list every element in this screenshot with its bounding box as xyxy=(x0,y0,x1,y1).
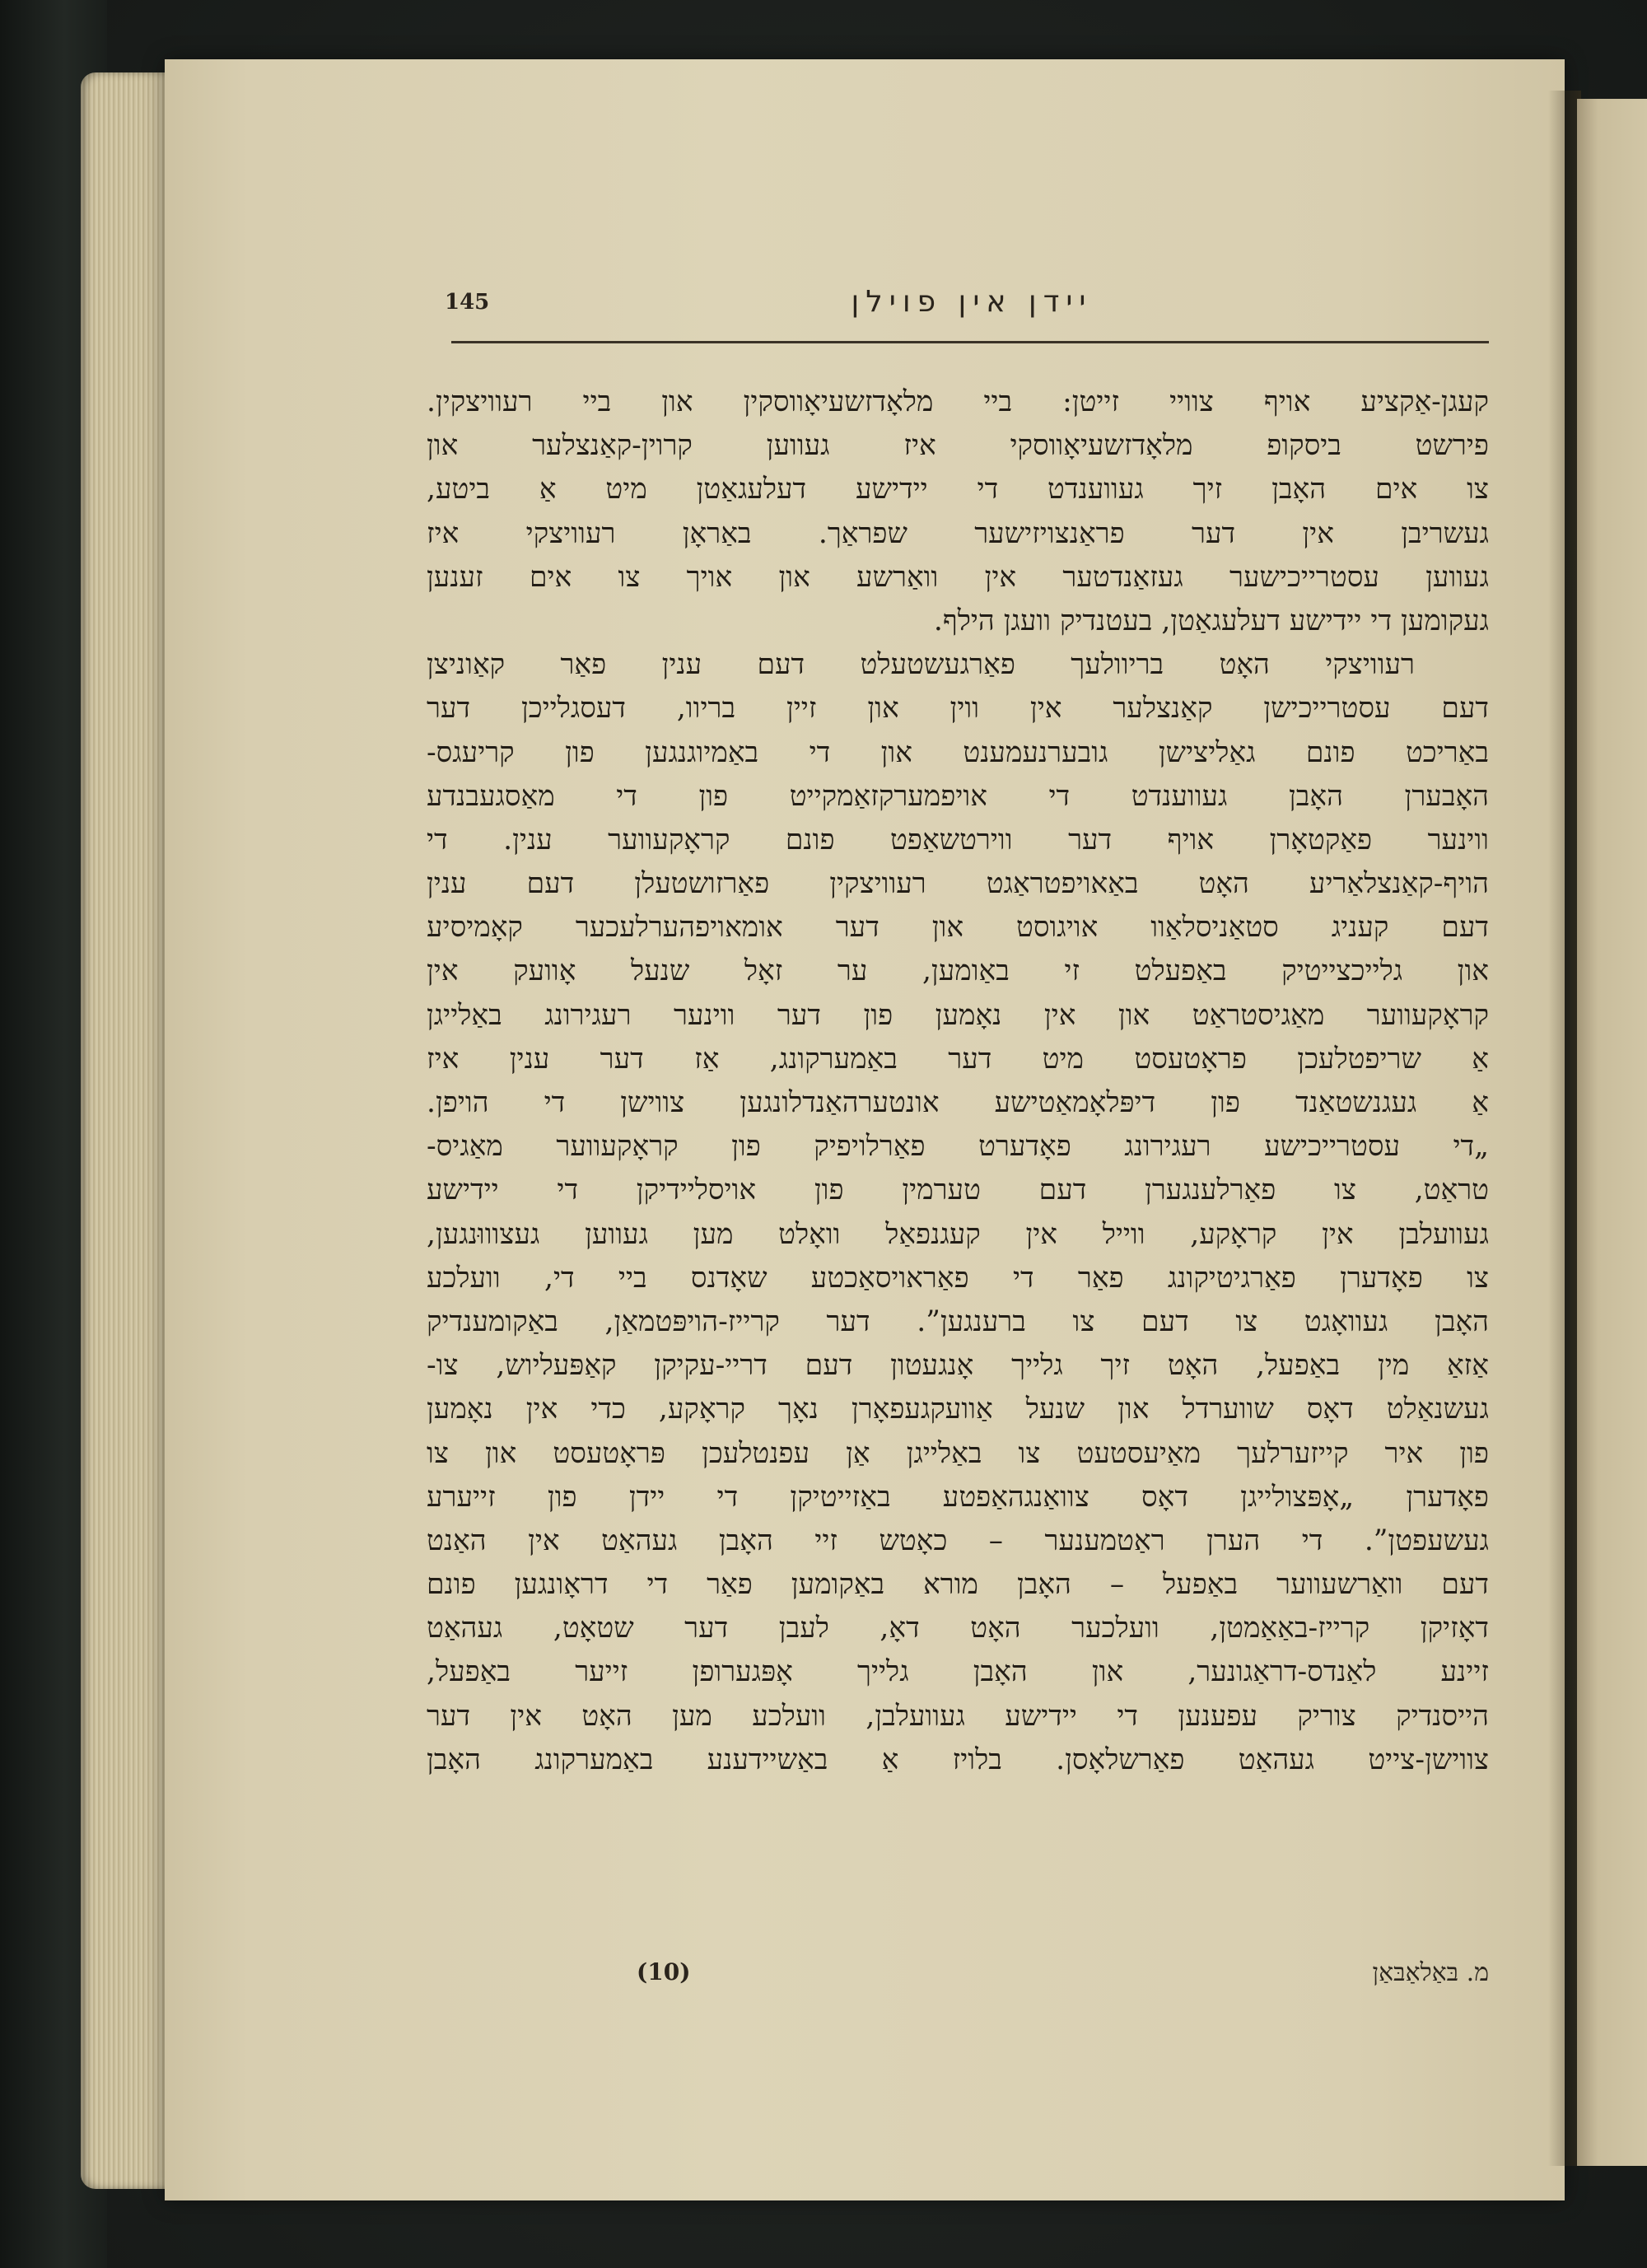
text-line: פירשט ביסקופ מלאָדזשעיאָווסקי איז געווען קרוין-קאַנצלער און xyxy=(427,429,1489,463)
text-line: צווישן-צייט געהאַט פאַרשלאָסן. בלויז אַ באַשיידענע באַמערקונג האָבן xyxy=(427,1743,1489,1776)
text-line: געווען עסטרייכישער געזאַנדטער אין וואַרשע און אויך צו אים זענען xyxy=(427,560,1489,594)
text-line: אַזאַ מין באַפעל, האָט זיך גלייך אָנגעטון דעם דריי-עקיקן קאַפּעליוש, צו- xyxy=(427,1349,1489,1383)
text-line: קראָקעווער מאַגיסטראַט און אין נאָמען פון דער ווינער רעגירונג באַלייגן xyxy=(427,998,1489,1032)
page-number: 145 xyxy=(445,290,490,315)
text-line: געשנאַלט דאָס שווערדל און שנעל אַוועקגעפאָרן נאָך קראָקע, כדי אין נאָמען xyxy=(427,1393,1489,1426)
body-text xyxy=(427,380,1489,1782)
text-line: פון איר קייזערלעך מאַיעסטעט צו באַלייגן אַן עפנטלעכן פּראָטעסט און צו xyxy=(427,1436,1489,1470)
text-line: הויף-קאַנצלאַריע האָט באַאויפטראַגט רעוויצקין פאַרזושטעלן דעם ענין xyxy=(427,867,1489,901)
text-line: הייסנדיק צוריק עפענען די יידישע געוועלבן, וועלכע מען האָט אין דער xyxy=(427,1699,1489,1733)
text-line: געשעפטן”. די הערן ראַטמענער – כאָטש זיי האָבן געהאַט אין האַנט xyxy=(427,1524,1489,1557)
text-line: דעם קעניג סטאַניסלאַוו אויגוסט און דער אומאויפהערלעכער קאָמיסיע xyxy=(427,911,1489,945)
author-signature: מ. בּאַלאַבּאַן xyxy=(1372,1958,1489,1987)
text-line: האָבערן האָבן געווענדט די אויפמערקזאַמקייט פון די מאַסגעבנדע xyxy=(427,779,1489,813)
text-line: און גלייכצייטיק באַפעלט זי באַומען, ער זאָל שנעל אָוועק אין xyxy=(427,954,1489,988)
signature-number: (10) xyxy=(637,1958,691,1986)
text-line: זיינע לאַנדס-דראַגונער, און האָבן גלייך אָפּגערופן זייער באַפעל, xyxy=(427,1655,1489,1689)
header-rule xyxy=(451,341,1489,343)
text-line: טראַט, צו פאַרלענגערן דעם טערמין פון אויסליידיקן די יידישע xyxy=(427,1174,1489,1207)
text-line: דעם וואַרשעווער באַפעל – האָבן מורא באַקומען פאַר די דראָונגען פונם xyxy=(427,1568,1489,1602)
text-line: אַ שריפטלעכן פראָטעסט מיט דער באַמערקונג, אַז דער ענין איז xyxy=(427,1042,1489,1076)
text-line: געשריבן אין דער פראַנצויזישער שפראַך. באַראָן רעוויצקי איז xyxy=(427,516,1489,550)
text-line: „די עסטרייכישע רעגירונג פאָדערט פאַרלויפיק פון קראָקעווער מאַגיס- xyxy=(427,1130,1489,1164)
text-line: געקומען די יידישע דעלעגאַטן, בעטנדיק וועגן הילף. xyxy=(933,604,1489,637)
facing-page-edge xyxy=(1577,99,1647,2166)
text-line: רעוויצקי האָט בריוולעך פאַרגעשטעלט דעם ענין פאַר קאַוניצן xyxy=(427,648,1415,682)
running-title: יידן אין פוילן xyxy=(851,285,1093,319)
text-line: קעגן-אַקציע אויף צוויי זייטן: ביי מלאָדזשעיאָווסקין און ביי רעוויצקין. xyxy=(427,385,1489,418)
text-line: צו אים האָבן זיך געווענדט די יידישע דעלעגאַטן מיט אַ ביטע, xyxy=(427,473,1489,506)
text-line: אַ געגנשטאַנד פון דיפּלאָמאַטישע אונטערהאַנדלונגען צווישן די הויפן. xyxy=(427,1086,1489,1119)
text-line: דעם עסטרייכישן קאַנצלער אין ווין און זיין בריוו, דעסגלייכן דער xyxy=(427,692,1489,726)
text-line: האָבן געוואָגט צו דעם צו ברענגען”. דער קרייז-הויפּטמאַן, באַקומענדיק xyxy=(427,1304,1489,1338)
text-line: באַריכט פונם גאַליצישן גובערנעמענט און די באַמיוגנגען פון קריעגס- xyxy=(427,735,1489,769)
text-line: צו פאָדערן פאַרגיטיקונג פאַר די פאַראויסאַכטע שאָדנס ביי די, וועלכע xyxy=(427,1261,1489,1295)
text-line: ווינער פאַקטאָרן אויף דער ווירטשאַפט פונם קראָקעווער ענין. די xyxy=(427,823,1489,856)
text-line: דאָזיקן קרייז-באַאַמטן, וועלכער האָט דאָ, לעבן דער שטאָט, געהאַט xyxy=(427,1612,1489,1645)
text-line: פאָדערן „אָפּצולייגן דאָס צוואַנגהאַפטע באַזייטיקן די יידן פון זייערע xyxy=(427,1480,1489,1514)
text-line: געוועלבן אין קראָקע, ווייל אין קעגנפאַל וואָלט מען געווען געצוווּנגען, xyxy=(427,1217,1489,1251)
page-gutter-shadow xyxy=(1548,91,1581,2166)
page-footer xyxy=(451,1958,1489,2008)
page-header xyxy=(445,285,1482,343)
